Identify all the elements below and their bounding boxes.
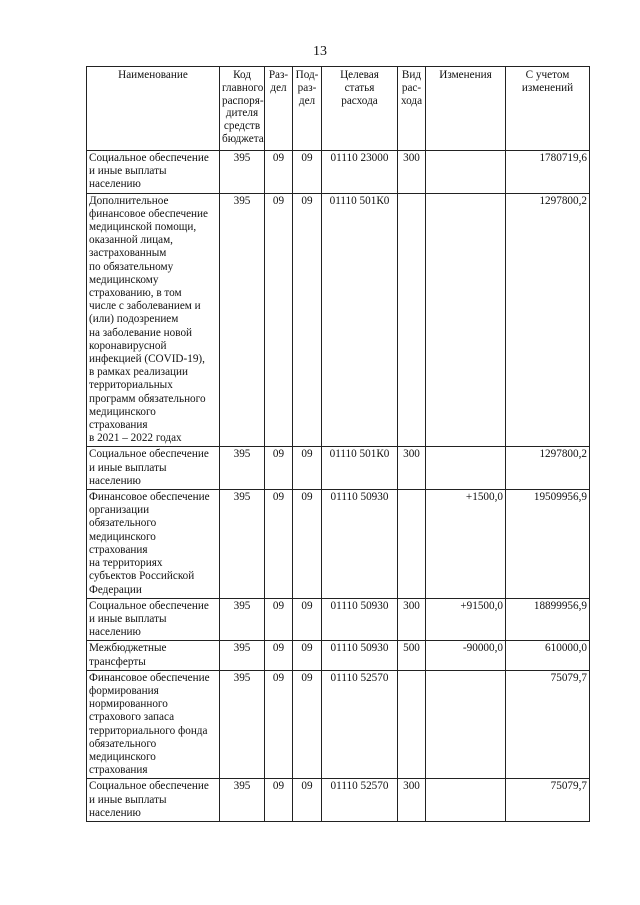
header-admin-code: Код главного распоря- дителя средств бюджета: [220, 67, 265, 151]
row-total: 19509956,9: [506, 490, 590, 599]
row-subsection: 09: [293, 641, 322, 670]
row-target: 01110 501К0: [322, 447, 398, 490]
table-row: [87, 151, 590, 194]
row-name: Межбюджетные трансферты: [87, 641, 220, 670]
row-name: Социальное обеспечение и иные выплаты населению: [87, 779, 220, 822]
row-subsection: 09: [293, 670, 322, 779]
table-row: [87, 447, 590, 490]
table-row: [87, 779, 590, 822]
row-target: 01110 23000: [322, 151, 398, 194]
row-subsection: 09: [293, 447, 322, 490]
row-change: +1500,0: [426, 490, 506, 599]
row-kind: [398, 490, 426, 599]
header-section: Раз- дел: [265, 67, 293, 151]
row-total: 1297800,2: [506, 447, 590, 490]
row-change: [426, 447, 506, 490]
row-total: 1780719,6: [506, 151, 590, 194]
row-admin-code: 395: [220, 447, 265, 490]
row-total: 75079,7: [506, 779, 590, 822]
header-subsection: Под- раз- дел: [293, 67, 322, 151]
row-target: 01110 50930: [322, 490, 398, 599]
row-kind: 300: [398, 779, 426, 822]
row-name: Социальное обеспечение и иные выплаты населению: [87, 151, 220, 194]
row-subsection: 09: [293, 779, 322, 822]
row-target: 01110 50930: [322, 641, 398, 670]
row-name: Дополнительное финансовое обеспечение медицинской помощи, оказанной лицам, застрахованным по обязательному медицинскому страхованию, в том числе с заболеванием и (или) подозрением на заболевание новой коронавирусной инфекцией (COVID-19), в рамках реализации территориальных программ обязательного медицинского страхования в 2021 – 2022 годах: [87, 193, 220, 447]
row-subsection: 09: [293, 151, 322, 194]
row-change: -90000,0: [426, 641, 506, 670]
row-section: 09: [265, 193, 293, 447]
row-admin-code: 395: [220, 779, 265, 822]
row-name: Финансовое обеспечение организации обязательного медицинского страхования на территориях субъектов Российской Федерации: [87, 490, 220, 599]
table-row: [87, 598, 590, 641]
row-section: 09: [265, 447, 293, 490]
row-kind: [398, 193, 426, 447]
row-name: Финансовое обеспечение формирования нормированного страхового запаса территориального фонда обязательного медицинского страхования: [87, 670, 220, 779]
row-total: 75079,7: [506, 670, 590, 779]
row-kind: 500: [398, 641, 426, 670]
row-total: 610000,0: [506, 641, 590, 670]
row-subsection: 09: [293, 193, 322, 447]
budget-table: [86, 66, 590, 822]
row-admin-code: 395: [220, 598, 265, 641]
row-target: 01110 501К0: [322, 193, 398, 447]
table-row: [87, 193, 590, 447]
row-name: Социальное обеспечение и иные выплаты населению: [87, 598, 220, 641]
row-target: 01110 52570: [322, 670, 398, 779]
row-target: 01110 52570: [322, 779, 398, 822]
row-change: [426, 151, 506, 194]
header-total: С учетом изменений: [506, 67, 590, 151]
row-section: 09: [265, 490, 293, 599]
row-section: 09: [265, 598, 293, 641]
table-row: [87, 490, 590, 599]
row-change: [426, 670, 506, 779]
row-total: 18899956,9: [506, 598, 590, 641]
row-kind: 300: [398, 447, 426, 490]
header-row: [87, 67, 590, 151]
row-kind: 300: [398, 151, 426, 194]
table-row: [87, 670, 590, 779]
page-number: 13: [313, 44, 327, 59]
row-total: 1297800,2: [506, 193, 590, 447]
header-kind: Вид рас- хода: [398, 67, 426, 151]
row-section: 09: [265, 641, 293, 670]
row-target: 01110 50930: [322, 598, 398, 641]
header-name: Наименование: [87, 67, 220, 151]
row-admin-code: 395: [220, 490, 265, 599]
row-section: 09: [265, 670, 293, 779]
row-subsection: 09: [293, 598, 322, 641]
row-admin-code: 395: [220, 641, 265, 670]
row-kind: 300: [398, 598, 426, 641]
header-changes: Изменения: [426, 67, 506, 151]
row-name: Социальное обеспечение и иные выплаты населению: [87, 447, 220, 490]
row-subsection: 09: [293, 490, 322, 599]
row-section: 09: [265, 151, 293, 194]
row-change: [426, 779, 506, 822]
row-section: 09: [265, 779, 293, 822]
row-change: +91500,0: [426, 598, 506, 641]
row-admin-code: 395: [220, 193, 265, 447]
table-row: [87, 641, 590, 670]
row-admin-code: 395: [220, 151, 265, 194]
header-target: Целевая статья расхода: [322, 67, 398, 151]
row-admin-code: 395: [220, 670, 265, 779]
row-change: [426, 193, 506, 447]
row-kind: [398, 670, 426, 779]
